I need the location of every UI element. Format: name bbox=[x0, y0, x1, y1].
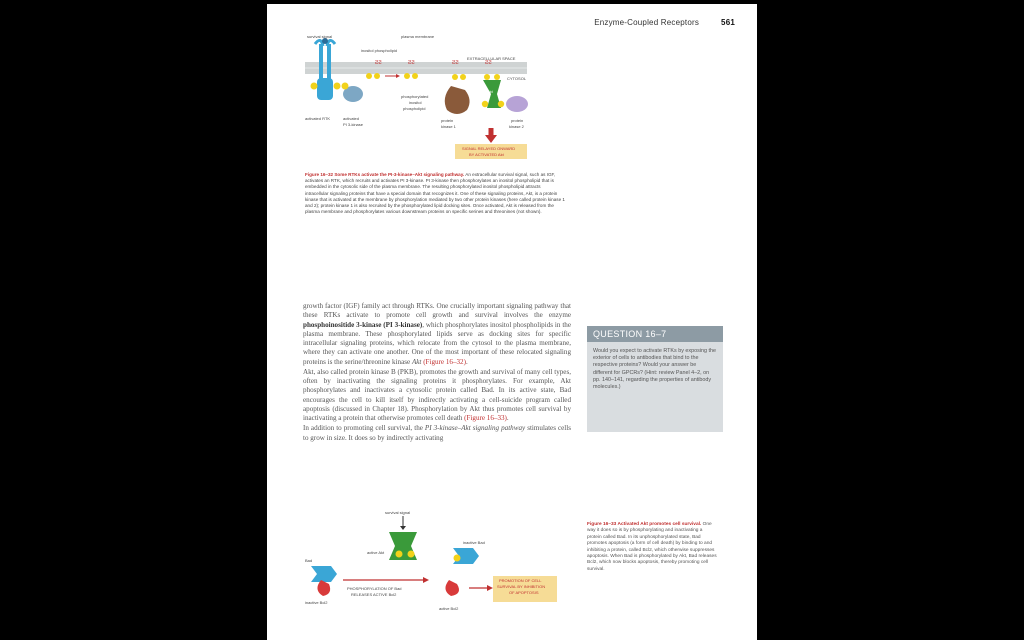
p3-text-b: stimulates cells to grow in size. It does so by indirectly activating bbox=[303, 424, 571, 442]
active-bcl2-shape bbox=[445, 580, 459, 596]
label-activated: activated bbox=[343, 116, 360, 121]
figure-16-32-caption-title: Figure 16–32 Some RTKs activate the PI-3-kinase–Akt signaling pathway. bbox=[305, 172, 465, 177]
fig2-label-promotion-2: SURVIVAL BY INHIBITION bbox=[497, 584, 546, 589]
figure-16-33-caption-title: Figure 16–33 Activated Akt promotes cell survival. bbox=[587, 522, 702, 527]
fig2-label-active-bcl2: active Bcl2 bbox=[439, 606, 459, 611]
protein-kinase-1-shape bbox=[445, 86, 470, 114]
fig2-label-promotion-3: OF APOPTOSIS bbox=[509, 590, 539, 595]
phospholipid-head-2 bbox=[374, 73, 380, 79]
label-inositol-phospholipid: inositol phospholipid bbox=[361, 48, 398, 53]
fig2-label-phospho-line-1: PHOSPHORYLATION OF Bad bbox=[347, 586, 402, 591]
phosphorylation-arrowhead bbox=[423, 577, 429, 583]
figure-16-32 bbox=[305, 34, 545, 164]
phospholipid-head-1 bbox=[366, 73, 372, 79]
p2-figure-ref[interactable]: (Figure 16–33) bbox=[464, 414, 507, 422]
figure-16-32-illustration bbox=[305, 34, 545, 164]
phospholipid-head-4 bbox=[412, 73, 418, 79]
p1-text-b: , which phosphorylates inositol phospholipids in the plasma membrane. These phosphorylated lipids serve as docking sites for specific intracellular signaling proteins, which relocate from the cytosol to the plasma membrane, where they can activate one another. One of the most important of these relocated signaling proteins is the serine/threonine kinase bbox=[303, 320, 571, 366]
fig2-label-bad: Bad bbox=[305, 558, 313, 563]
phosphate-rtk-2 bbox=[334, 83, 341, 90]
fig2-label-promotion-1: PROMOTION OF CELL bbox=[499, 578, 542, 583]
label-phosphorylated: phosphorylated bbox=[401, 94, 429, 99]
figure-16-32-caption-body: An extracellular survival signal, such as IGF, activates an RTK, which recruits and activates PI 3-kinase. PI 3-kinase then phosphorylates an inositol phospholipid that is embedded in the cytosolic side of the plasma membrane. The resulting phosphorylated inositol phospholipid attracts intracellular signaling proteins that have a special domain that recognizes it. One of these signaling proteins, Akt, is a protein kinase that is activated at the membrane by phosphorylation mediated by two other protein kinases (here called protein kinase 1 and 2); protein kinase 1 is also recruited by the phosphorylated lipid docking sites. Once activated, Akt is released from the plasma membrane and phosphorylates various downstream proteins on specific serines and threonines (not shown). bbox=[305, 172, 565, 215]
textbook-page bbox=[267, 4, 757, 640]
body-text bbox=[303, 302, 571, 444]
akt-phosphate-c bbox=[482, 101, 488, 107]
p3-term: PI 3-kinase–Akt signaling pathway bbox=[424, 424, 526, 433]
akt-phosphate-b bbox=[494, 74, 500, 80]
promotion-arrowhead bbox=[487, 585, 493, 591]
figure-16-33-caption-body: One way it does so is by phosphorylating and inactivating a protein called Bad. In its unphosphorylated state, Bad promotes apoptosis (a form of cell death) by binding to and inhibiting a protein, called Bcl2, which otherwise suppresses apoptosis. When Bad is phosphorylated by Akt, Bad releases Bcl2, which now blocks apoptosis, thereby promoting cell survival. bbox=[587, 522, 717, 572]
fig2-label-active-akt: active Akt bbox=[367, 550, 385, 555]
fig2-label-phospho-line-2: RELEASES ACTIVE Bcl2 bbox=[351, 592, 397, 597]
label-signal-line-1: SIGNAL RELAYED ONWARD bbox=[462, 146, 516, 151]
pk1-phosphate-b bbox=[460, 74, 466, 80]
signal-arrow-head bbox=[485, 135, 497, 143]
p1-term: phosphoinositide 3-kinase (PI 3-kinase) bbox=[303, 320, 423, 329]
p2-end: . bbox=[506, 414, 509, 422]
inactive-bcl2-shape bbox=[317, 580, 330, 596]
label-extracellular-space: EXTRACELLULAR SPACE bbox=[467, 56, 516, 61]
label-plasma-membrane: plasma membrane bbox=[401, 34, 435, 39]
lipid-mark-3: ƧƧ bbox=[452, 60, 459, 66]
bad-shape bbox=[311, 566, 337, 582]
label-protein-kinase-2-a: protein bbox=[511, 118, 524, 123]
phosphate-pi3k bbox=[342, 83, 349, 90]
pk1-phosphate-a bbox=[452, 74, 458, 80]
fig2-label-survival-signal: survival signal bbox=[385, 510, 411, 515]
bad-phosphate bbox=[454, 555, 461, 562]
lipid-mark-2: ƧƧ bbox=[408, 60, 415, 66]
lipid-mark-1: ƧƧ bbox=[375, 60, 382, 66]
label-survival-signal: survival signal bbox=[307, 34, 333, 39]
label-inositol: inositol bbox=[409, 100, 422, 105]
running-head-title: Enzyme-Coupled Receptors bbox=[594, 18, 700, 27]
figure-16-33-caption bbox=[587, 522, 717, 573]
p3-text-a: In addition to promoting cell survival, the bbox=[303, 424, 425, 433]
running-head bbox=[594, 18, 735, 27]
lipid-mark-4: ƧƧ bbox=[485, 60, 492, 66]
fig2-label-inactive-bad: inactive Bad bbox=[463, 540, 485, 545]
paragraph-3 bbox=[303, 424, 571, 443]
question-box bbox=[587, 326, 723, 432]
paragraph-1 bbox=[303, 302, 571, 367]
page-number: 561 bbox=[721, 18, 735, 27]
p1-text-a: growth factor (IGF) family act through RTKs. One crucially important signaling pathway that these RTKs activate to promote cell growth and survival involves the enzyme bbox=[303, 302, 571, 320]
akt-phosphate-1 bbox=[396, 551, 403, 558]
label-akt: Akt bbox=[487, 89, 493, 94]
label-activated-rtk: activated RTK bbox=[305, 116, 331, 121]
label-signal-line-2: BY ACTIVATED Akt bbox=[469, 152, 504, 157]
question-text: Would you expect to activate RTKs by exposing the exterior of cells to antibodies that bind to the respective proteins? Would your answer be different for GPCRs? (Hint: review Panel 4–2, on pp. 140–141, regarding the properties of antibody molecules.) bbox=[593, 348, 716, 391]
akt-phosphate-2 bbox=[408, 551, 415, 558]
figure-16-32-caption bbox=[305, 172, 565, 215]
akt-phosphate-a bbox=[484, 74, 490, 80]
label-protein-kinase-1-a: protein bbox=[441, 118, 454, 123]
p2-text-a: Akt, also called protein kinase B (PKB), promotes the growth and survival of many cell types, often by inactivating the signaling proteins it phosphorylates. For example, Akt phosphorylates and inactivates a cytosolic protein called Bad. In its active state, Bad encourages the cell to kill itself by indirectly activating a cell-suicide program called apoptosis (discussed in Chapter 18). Phosphorylation by Akt thus promotes cell survival by inactivating a protein that otherwise promotes cell death bbox=[303, 367, 571, 422]
figure-16-33-illustration bbox=[303, 508, 575, 620]
figure-16-33 bbox=[303, 508, 575, 620]
survival-signal-arrowhead bbox=[400, 526, 406, 530]
phospholipid-head-3 bbox=[404, 73, 410, 79]
label-cytosol: CYTOSOL bbox=[507, 76, 527, 81]
protein-kinase-2-shape bbox=[506, 96, 528, 112]
p1-akt: Akt bbox=[411, 357, 422, 366]
label-protein-kinase-2-b: kinase 2 bbox=[509, 124, 524, 129]
label-pi3-kinase: PI 3-kinase bbox=[343, 122, 364, 127]
p1-figure-ref[interactable]: (Figure 16–32) bbox=[423, 357, 466, 366]
label-protein-kinase-1-b: kinase 1 bbox=[441, 124, 456, 129]
phosphate-rtk-1 bbox=[311, 83, 318, 90]
fig2-label-inactive-bcl2: inactive Bcl2 bbox=[305, 600, 328, 605]
akt-phosphate-d bbox=[498, 101, 504, 107]
p1-end: . bbox=[465, 357, 468, 366]
paragraph-2 bbox=[303, 368, 571, 424]
label-phospholipid: phospholipid bbox=[403, 106, 426, 111]
question-heading: QUESTION 16–7 bbox=[587, 326, 723, 342]
